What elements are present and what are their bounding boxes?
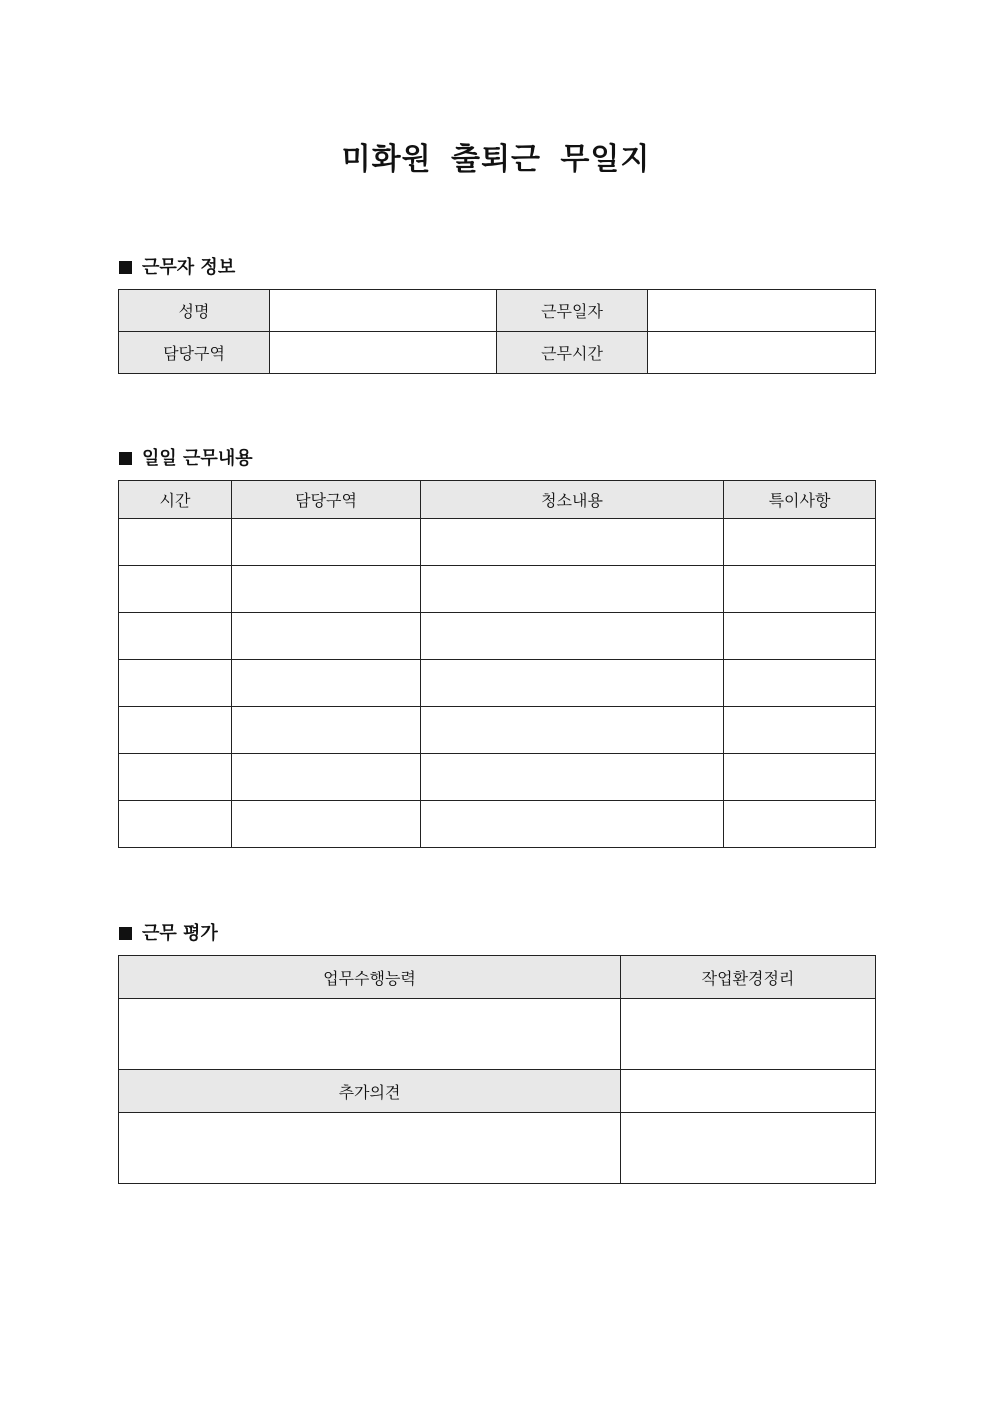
column-header-time: 시간: [119, 481, 232, 519]
table-row: [119, 999, 876, 1070]
area-cell[interactable]: [232, 801, 421, 848]
page-title: 미화원 출퇴근 무일지: [341, 142, 651, 177]
table-row: [119, 1113, 876, 1184]
daily-work-table: [118, 480, 876, 848]
workplace-tidiness-label: 작업환경정리: [621, 956, 876, 999]
work-hours-label: 근무시간: [497, 332, 648, 374]
area-cell[interactable]: [232, 660, 421, 707]
area-cell[interactable]: [232, 566, 421, 613]
notes-cell[interactable]: [724, 801, 876, 848]
square-bullet-icon: [119, 261, 132, 274]
section-heading-text: 일일 근무내용: [142, 448, 253, 469]
area-cell[interactable]: [232, 707, 421, 754]
additional-comments-label: 추가의견: [119, 1070, 621, 1113]
blank-cell[interactable]: [621, 1113, 876, 1184]
cleaning-cell[interactable]: [421, 707, 724, 754]
column-header-notes: 특이사항: [724, 481, 876, 519]
worker-info-table: [118, 289, 876, 374]
square-bullet-icon: [119, 927, 132, 940]
table-row: [119, 1070, 876, 1113]
area-field[interactable]: [270, 332, 497, 374]
time-cell[interactable]: [119, 801, 232, 848]
table-row: [119, 290, 876, 332]
performance-field[interactable]: [119, 999, 621, 1070]
cleaning-cell[interactable]: [421, 801, 724, 848]
square-bullet-icon: [119, 452, 132, 465]
table-row: [119, 707, 876, 754]
performance-label: 업무수행능력: [119, 956, 621, 999]
section-worker-info-heading: [119, 253, 235, 279]
notes-cell[interactable]: [724, 613, 876, 660]
section-heading-text: 근무 평가: [142, 923, 218, 944]
cleaning-cell[interactable]: [421, 566, 724, 613]
work-hours-field[interactable]: [648, 332, 876, 374]
notes-cell[interactable]: [724, 754, 876, 801]
table-row: [119, 613, 876, 660]
notes-cell[interactable]: [724, 566, 876, 613]
name-label: 성명: [119, 290, 270, 332]
time-cell[interactable]: [119, 566, 232, 613]
name-field[interactable]: [270, 290, 497, 332]
workplace-tidiness-field[interactable]: [621, 999, 876, 1070]
table-row: [119, 519, 876, 566]
cleaning-cell[interactable]: [421, 519, 724, 566]
table-header-row: [119, 481, 876, 519]
section-daily-work-heading: [119, 444, 253, 470]
table-row: [119, 956, 876, 999]
column-header-cleaning: 청소내용: [421, 481, 724, 519]
notes-cell[interactable]: [724, 707, 876, 754]
notes-cell[interactable]: [724, 660, 876, 707]
time-cell[interactable]: [119, 519, 232, 566]
column-header-area: 담당구역: [232, 481, 421, 519]
evaluation-table: [118, 955, 876, 1184]
area-label: 담당구역: [119, 332, 270, 374]
area-cell[interactable]: [232, 754, 421, 801]
work-date-field[interactable]: [648, 290, 876, 332]
additional-comments-field[interactable]: [119, 1113, 621, 1184]
section-heading-text: 근무자 정보: [142, 257, 236, 278]
table-row: [119, 754, 876, 801]
cleaning-cell[interactable]: [421, 613, 724, 660]
work-date-label: 근무일자: [497, 290, 648, 332]
table-row: [119, 332, 876, 374]
area-cell[interactable]: [232, 613, 421, 660]
cleaning-cell[interactable]: [421, 754, 724, 801]
table-row: [119, 566, 876, 613]
table-row: [119, 660, 876, 707]
time-cell[interactable]: [119, 660, 232, 707]
notes-cell[interactable]: [724, 519, 876, 566]
time-cell[interactable]: [119, 613, 232, 660]
blank-cell[interactable]: [621, 1070, 876, 1113]
time-cell[interactable]: [119, 707, 232, 754]
time-cell[interactable]: [119, 754, 232, 801]
table-row: [119, 801, 876, 848]
area-cell[interactable]: [232, 519, 421, 566]
cleaning-cell[interactable]: [421, 660, 724, 707]
section-evaluation-heading: [119, 919, 218, 945]
